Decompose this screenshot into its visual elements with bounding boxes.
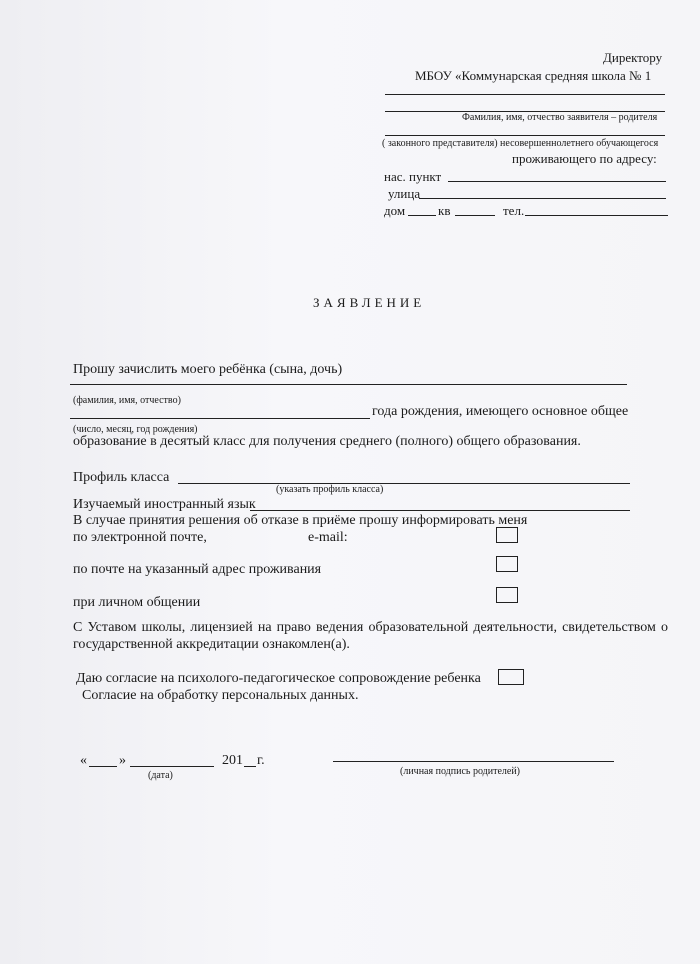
date-open-quote: «: [80, 753, 87, 768]
option-email-label: по электронной почте,: [73, 530, 207, 545]
date-year-suffix: г.: [257, 753, 265, 768]
apt-line[interactable]: [455, 215, 495, 216]
language-label: Изучаемый иностранный язык: [73, 497, 256, 512]
addressee-title: Директору: [603, 50, 663, 65]
house-line[interactable]: [408, 215, 436, 216]
signature-line[interactable]: [333, 761, 614, 762]
profile-label: Профиль класса: [73, 470, 170, 485]
option-post-label: по почте на указанный адрес проживания: [73, 562, 322, 577]
personal-checkbox[interactable]: [496, 587, 518, 603]
apt-label: кв: [438, 203, 451, 218]
birth-date-line[interactable]: [70, 418, 370, 419]
residing-label: проживающего по адресу:: [512, 151, 657, 166]
street-line[interactable]: [419, 198, 666, 199]
email-label: e-mail:: [308, 530, 348, 545]
option-personal-label: при личном общении: [73, 595, 201, 610]
settlement-label: нас. пункт: [384, 169, 442, 184]
street-label: улица: [388, 186, 421, 201]
caption-dob: (число, месяц, год рождения): [73, 424, 198, 435]
caption-fio: (фамилия, имя, отчество): [73, 395, 181, 406]
refusal-text: В случае принятия решения об отказе в приёме прошу информировать меня: [73, 513, 528, 528]
caption-signature: (личная подпись родителей): [400, 766, 521, 777]
caption-representative: ( законного представителя) несовершеннолетнего обучающегося: [382, 138, 659, 149]
consent-data: Согласие на обработку персональных данных.: [82, 688, 359, 703]
birth-year-text: года рождения, имеющего основное общее: [372, 404, 629, 419]
addressee-school: МБОУ «Коммунарская средняя школа № 1: [415, 68, 652, 83]
enroll-request: Прошу зачислить моего ребёнка (сына, дочь): [73, 362, 343, 377]
house-label: дом: [384, 203, 406, 218]
settlement-line[interactable]: [448, 181, 666, 182]
charter-line-2: государственной аккредитации ознакомлен(а).: [73, 637, 350, 652]
applicant-line-1[interactable]: [385, 94, 665, 95]
phone-label: тел.: [503, 203, 525, 218]
consent-psych: Даю согласие на психолого-педагогическое сопровождение ребенка: [76, 671, 481, 686]
date-close-quote: »: [119, 753, 126, 768]
education-text: образование в десятый класс для получения среднего (полного) общего образования.: [73, 434, 581, 449]
caption-profile: (указать профиль класса): [276, 484, 384, 495]
post-checkbox[interactable]: [496, 556, 518, 572]
psych-consent-checkbox[interactable]: [498, 669, 524, 685]
date-year-prefix: 201: [222, 753, 243, 768]
document-title: ЗАЯВЛЕНИЕ: [313, 295, 426, 310]
charter-line-1: С Уставом школы, лицензией на право ведения образовательной деятельности, свидетельством о: [73, 620, 668, 635]
phone-line[interactable]: [525, 215, 668, 216]
caption-applicant: Фамилия, имя, отчество заявителя – родителя: [462, 112, 658, 123]
email-checkbox[interactable]: [496, 527, 518, 543]
language-line[interactable]: [250, 510, 630, 511]
profile-line[interactable]: [178, 483, 630, 484]
date-year-line[interactable]: [244, 766, 256, 767]
representative-line[interactable]: [385, 135, 665, 136]
date-month-line[interactable]: [130, 766, 214, 767]
caption-date: (дата): [148, 770, 173, 781]
child-name-line[interactable]: [70, 384, 627, 385]
date-day-line[interactable]: [89, 766, 117, 767]
